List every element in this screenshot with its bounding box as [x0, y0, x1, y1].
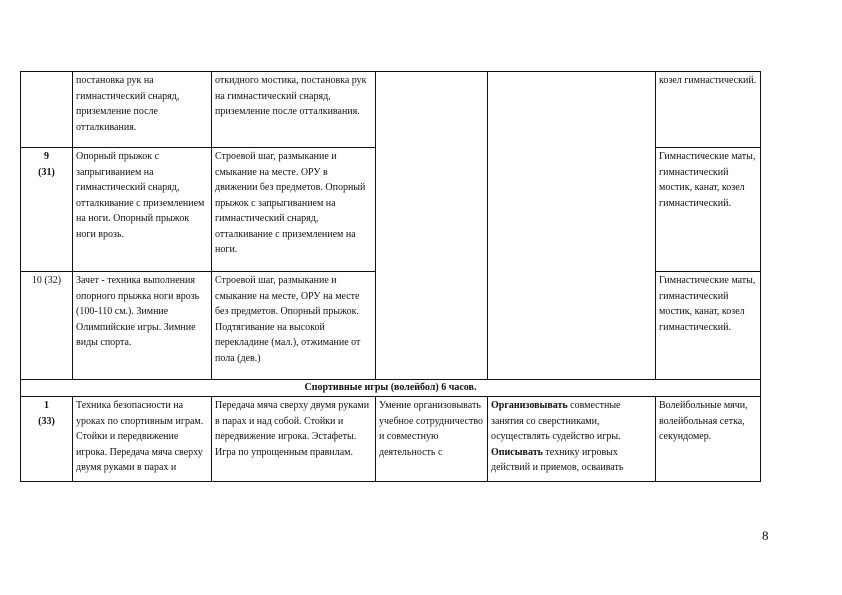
content-cell [212, 72, 376, 148]
content-text: Передача мяча сверху двумя руками в парах и над собой. Стойки и передвижение игрока. Эстафеты. Игра по упрощенным правилам. [215, 400, 370, 458]
topic-cell [73, 397, 212, 482]
content-text: Строевой шаг, размыкание и смыкание на месте. ОРУ в движении без предметов. Опорный прыжок с запрыгиванием на гимнастический снаряд, отталкивание с приземлением на ноги. [215, 151, 366, 255]
table-row [21, 397, 761, 482]
topic-text: постановка рук на гимнастический снаряд, приземление после отталкивания. [76, 75, 180, 133]
activity-text [491, 398, 652, 478]
lesson-number: 10 (32) [31, 275, 62, 286]
table-row [21, 72, 761, 148]
activity-cell [488, 72, 656, 380]
section-row [21, 380, 761, 397]
section-title: Спортивные игры (волейбол) 6 часов. [21, 380, 761, 397]
lesson-plan-table [20, 71, 761, 482]
equipment-text: Гимнастические маты, гимнастический мостик, канат, козел гимнастический. [659, 275, 756, 333]
content-cell [212, 148, 376, 272]
equipment-cell [656, 272, 761, 380]
topic-cell [73, 72, 212, 148]
lesson-number: 9 (31) [38, 151, 55, 178]
competence-text: Умение организовывать учебное сотрудничество и совместную деятельность с [379, 400, 483, 458]
content-cell [212, 272, 376, 380]
equipment-text: Волейбольные мячи, волейбольная сетка, секундомер. [659, 400, 748, 442]
topic-text: Зачет - техника выполнения опорного прыжка ноги врозь (100-110 см.). Зимние Олимпийские игры. Зимние виды спорта. [76, 275, 200, 348]
competence-cell [376, 72, 488, 380]
equipment-cell [656, 397, 761, 482]
topic-text: Опорный прыжок с запрыгиванием на гимнастический снаряд, отталкивание с приземлением на ноги. Опорный прыжок ноги врозь. [76, 151, 205, 240]
content-cell [212, 397, 376, 482]
activity-verb: Описывать [491, 446, 543, 458]
competence-cell [376, 397, 488, 482]
activity-verb: Организовывать [491, 400, 568, 411]
activity-cell [488, 397, 656, 482]
lesson-number-cell [21, 272, 73, 380]
lesson-number-cell [21, 148, 73, 272]
topic-cell [73, 148, 212, 272]
equipment-cell [656, 148, 761, 272]
topic-text: Техника безопасности на уроках по спортивным играм. Стойки и передвижение игрока. Передача мяча сверху двумя руками в парах и [76, 400, 204, 473]
equipment-cell [656, 72, 761, 148]
activity-desc: технику игровых действий и приемов, осваивать [491, 446, 624, 473]
lesson-number-cell [21, 397, 73, 482]
equipment-text: Гимнастические маты, гимнастический мостик, канат, козел гимнастический. [659, 151, 756, 209]
lesson-number: 1 (33) [38, 400, 55, 427]
activity-desc: совместные занятия со сверстниками, осуществлять судейство игры. [491, 400, 621, 442]
topic-cell [73, 272, 212, 380]
content-text: Строевой шаг, размыкание и смыкание на месте, ОРУ на месте без предметов. Опорный прыжок. Подтягивание на высокой перекладине (мал.), отжимание от пола (дев.) [215, 275, 361, 364]
content-text: откидного мостика, постановка рук на гимнастический снаряд, приземление после отталкивания. [215, 75, 367, 117]
page-number: 8 [762, 528, 769, 543]
lesson-number-cell [21, 72, 73, 148]
equipment-text: козел гимнастический. [659, 75, 757, 86]
